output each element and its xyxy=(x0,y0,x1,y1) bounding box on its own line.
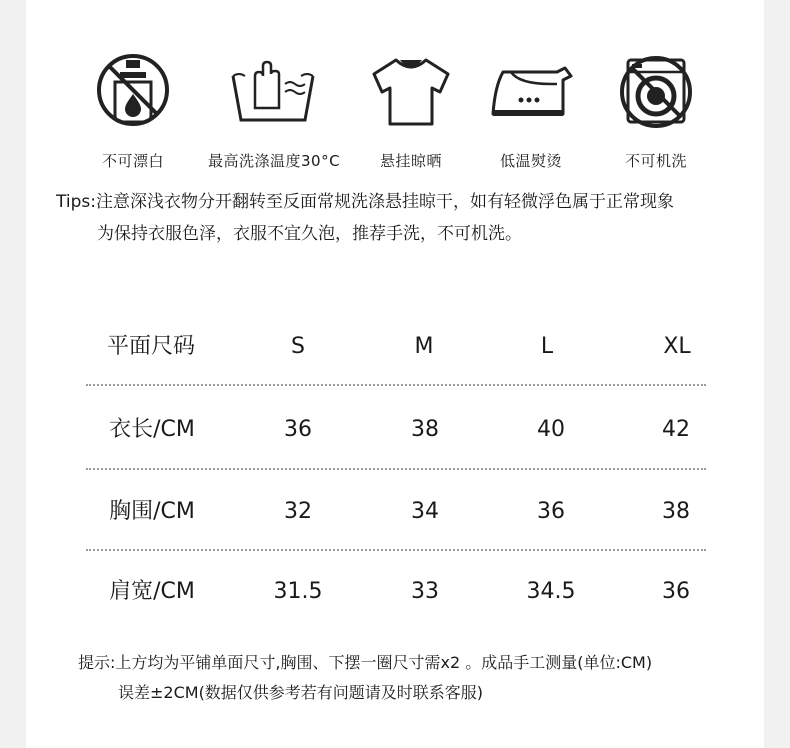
table-cell: 40 xyxy=(537,417,565,442)
table-cell: 38 xyxy=(662,499,690,524)
hand-wash-icon xyxy=(225,52,321,132)
table-cell: 42 xyxy=(662,417,690,442)
table-cell: 34 xyxy=(411,499,439,524)
low-iron-icon xyxy=(481,52,581,132)
care-item-no-machine-wash xyxy=(591,52,721,170)
table-cell: 38 xyxy=(411,417,439,442)
table-cell: 36 xyxy=(662,579,690,604)
washing-tips xyxy=(56,186,756,250)
row-label: 衣长/CM xyxy=(109,417,195,442)
table-cell: 33 xyxy=(411,579,439,604)
table-cell: 34.5 xyxy=(526,579,576,604)
no-machine-wash-icon xyxy=(616,52,696,132)
size-table-header xyxy=(0,325,790,369)
care-label: 悬挂晾晒 xyxy=(379,152,442,170)
row-divider xyxy=(86,384,706,386)
row-label: 胸围/CM xyxy=(109,499,195,524)
header-cell: L xyxy=(540,334,554,359)
note-line-2: 误差±2CM(数据仅供参考若有问题请及时联系客服) xyxy=(118,683,484,702)
header-cell: 平面尺码 xyxy=(106,334,195,359)
measurement-note xyxy=(78,648,758,708)
row-label: 肩宽/CM xyxy=(109,579,195,604)
care-label: 不可机洗 xyxy=(624,152,687,170)
table-cell: 36 xyxy=(284,417,312,442)
care-item-hand-wash xyxy=(208,52,341,170)
table-row xyxy=(0,408,790,452)
care-label: 低温熨烫 xyxy=(499,152,562,170)
header-cell: XL xyxy=(663,334,691,359)
header-cell: S xyxy=(291,334,305,359)
table-row xyxy=(0,570,790,614)
care-label: 最高洗涤温度30°C xyxy=(208,152,341,170)
care-item-no-bleach xyxy=(68,52,198,170)
row-divider xyxy=(86,549,706,551)
table-cell: 31.5 xyxy=(273,579,323,604)
care-instructions xyxy=(0,0,790,175)
header-cell: M xyxy=(414,334,434,359)
row-divider xyxy=(86,468,706,470)
table-row xyxy=(0,490,790,534)
no-bleach-icon xyxy=(93,52,173,132)
care-item-low-iron xyxy=(466,52,596,170)
table-cell: 32 xyxy=(284,499,312,524)
care-label: 不可漂白 xyxy=(101,152,164,170)
care-item-hang-dry xyxy=(346,52,476,170)
hang-dry-icon xyxy=(366,52,456,132)
table-cell: 36 xyxy=(537,499,565,524)
tips-line-2: 为保持衣服色泽，衣服不宜久泡，推荐手洗，不可机洗。 xyxy=(97,224,522,244)
note-line-1: 提示:上方均为平铺单面尺寸,胸围、下摆一圈尺寸需x2 。成品手工测量(单位:CM) xyxy=(78,653,653,672)
tips-line-1: Tips:注意深浅衣物分开翻转至反面常规洗涤悬挂晾干，如有轻微浮色属于正常现象 xyxy=(56,192,674,212)
